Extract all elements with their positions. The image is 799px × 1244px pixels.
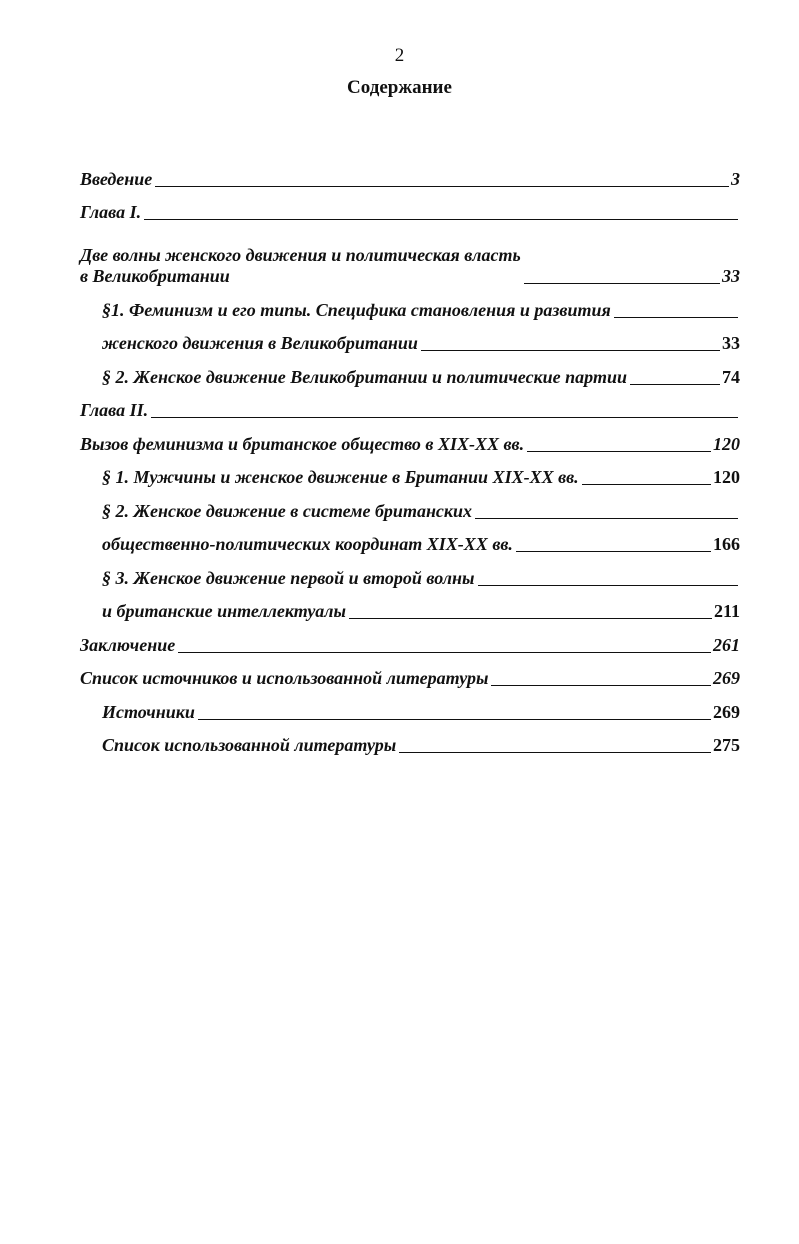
toc-entry-text: § 3. Женское движение первой и второй волны bbox=[102, 567, 475, 588]
toc-leader-line bbox=[614, 317, 738, 318]
toc-entry-text-line-1: Две волны женского движения и политическая власть bbox=[80, 245, 521, 265]
toc-entry-text: Введение bbox=[80, 168, 153, 189]
toc-entry-page: 120 bbox=[713, 467, 740, 487]
toc-entry-section-1-1[interactable] bbox=[80, 289, 740, 323]
toc-entry-page: 269 bbox=[713, 701, 740, 722]
toc-leader-line bbox=[630, 384, 720, 385]
toc-entry-section-2-1[interactable] bbox=[80, 457, 740, 491]
toc-entry-page: 211 bbox=[713, 601, 740, 621]
toc-entry-text-line-2: в Великобритании bbox=[80, 266, 230, 286]
toc-entry-introduction[interactable] bbox=[80, 158, 740, 192]
toc-leader-line bbox=[349, 618, 712, 619]
toc-entry-chapter-1[interactable] bbox=[80, 192, 740, 226]
toc-leader-line bbox=[151, 417, 738, 418]
toc-entry-text: Глава II. bbox=[80, 400, 149, 420]
toc-entry-chapter-1-title[interactable] bbox=[80, 225, 740, 289]
toc-leader-line bbox=[491, 685, 711, 686]
toc-leader-line bbox=[198, 719, 711, 720]
toc-entry-text: § 2. Женское движение в системе британских bbox=[102, 500, 473, 521]
toc-entry-page: 74 bbox=[722, 366, 740, 387]
toc-entry-section-1-1-cont[interactable] bbox=[80, 323, 740, 357]
toc-entry-text: и британские интеллектуалы bbox=[102, 601, 347, 621]
toc-entry-sources[interactable] bbox=[80, 691, 740, 725]
toc-entry-text: § 2. Женское движение Великобритании и политические партии bbox=[102, 366, 627, 387]
toc-leader-line bbox=[478, 585, 738, 586]
toc-leader-line bbox=[524, 283, 720, 284]
toc-entry-section-2-2-cont[interactable] bbox=[80, 524, 740, 558]
toc-entry-text: женского движения в Великобритании bbox=[102, 333, 418, 353]
toc-entry-section-2-3[interactable] bbox=[80, 557, 740, 591]
toc-entry-text: Список источников и использованной литературы bbox=[80, 668, 489, 688]
toc-entry-chapter-2[interactable] bbox=[80, 390, 740, 424]
toc-leader-line bbox=[516, 551, 711, 552]
toc-entry-text: Заключение bbox=[80, 634, 176, 655]
toc-leader-line bbox=[399, 752, 711, 753]
toc-entry-section-1-2[interactable] bbox=[80, 356, 740, 390]
toc-entry-literature[interactable] bbox=[80, 725, 740, 759]
table-of-contents bbox=[80, 158, 740, 758]
toc-entry-page: 3 bbox=[731, 168, 740, 189]
toc-entry-section-2-3-cont[interactable] bbox=[80, 591, 740, 625]
toc-entry-page: 120 bbox=[713, 433, 740, 454]
page-number: 2 bbox=[394, 45, 405, 66]
toc-entry-text: §1. Феминизм и его типы. Специфика становления и развития bbox=[102, 299, 611, 320]
toc-leader-line bbox=[155, 186, 729, 187]
toc-entry-text: Источники bbox=[102, 701, 195, 722]
toc-entry-chapter-2-title[interactable] bbox=[80, 423, 740, 457]
toc-entry-text: § 1. Мужчины и женское движение в Британии XIX-XX вв. bbox=[102, 467, 579, 487]
page-title: Содержание bbox=[347, 77, 452, 98]
toc-entry-page: 33 bbox=[722, 266, 740, 286]
toc-entry-text: общественно-политических координат XIX-XX вв. bbox=[102, 534, 513, 554]
toc-entry-page: 275 bbox=[713, 735, 740, 755]
toc-entry-bibliography[interactable] bbox=[80, 658, 740, 692]
toc-entry-page: 261 bbox=[713, 634, 740, 655]
toc-leader-line bbox=[178, 652, 711, 653]
toc-entry-text: Список использованной литературы bbox=[102, 735, 397, 755]
toc-entry-page: 33 bbox=[722, 333, 740, 353]
toc-leader-line bbox=[475, 518, 738, 519]
toc-leader-line bbox=[421, 350, 720, 351]
toc-leader-line bbox=[582, 484, 711, 485]
toc-entry-page: 166 bbox=[713, 534, 740, 554]
toc-entry-conclusion[interactable] bbox=[80, 624, 740, 658]
toc-leader-line bbox=[144, 219, 738, 220]
toc-leader-line bbox=[527, 451, 711, 452]
toc-entry-section-2-2[interactable] bbox=[80, 490, 740, 524]
toc-entry-text: Вызов феминизма и британское общество в XIX-XX вв. bbox=[80, 433, 525, 454]
toc-entry-text: Глава I. bbox=[80, 202, 142, 222]
toc-entry-page: 269 bbox=[713, 668, 740, 688]
